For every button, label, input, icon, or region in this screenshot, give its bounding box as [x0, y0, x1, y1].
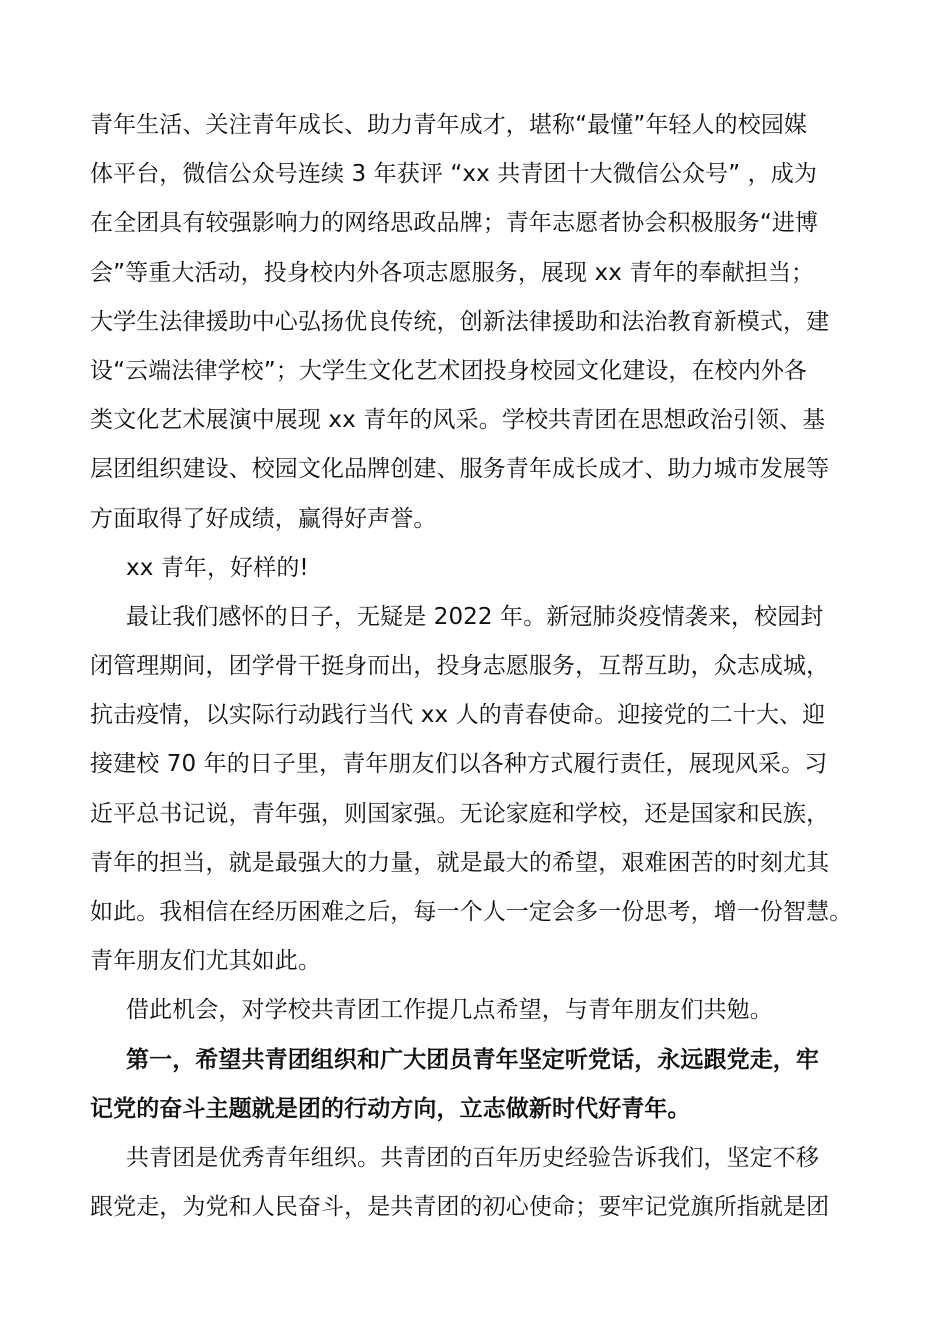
text-line: 层团组织建设、校园文化品牌创建、服务青年成长成才、助力城市发展等 — [90, 456, 830, 483]
text-line: 最让我们感怀的日子，无疑是 2022 年。新冠肺炎疫情袭来，校园封 — [126, 603, 824, 630]
document-body — [90, 101, 870, 1232]
text-line: 闭管理期间，团学骨干挺身而出，投身志愿服务，互帮互助，众志成城， — [90, 653, 830, 680]
text-line: 青年生活、关注青年成长、助力青年成才，堪称“最懂”年轻人的校园媒 — [90, 112, 808, 138]
text-line: 青年的担当，就是最强大的力量，就是最大的希望，艰难困苦的时刻尤其 — [90, 849, 830, 876]
text-line: 如此。我相信在经历困难之后，每一个人一定会多一份思考，增一份智慧。 — [90, 899, 853, 925]
text-line: 设“云端法律学校”；大学生文化艺术团投身校园文化建设，在校内外各 — [90, 357, 808, 384]
text-line: 青年朋友们尤其如此。 — [90, 948, 321, 975]
text-line: 共青团是优秀青年组织。共青团的百年历史经验告诉我们，坚定不移 — [126, 1144, 819, 1171]
text-line: 记党的奋斗主题就是团的行动方向，立志做新时代好青年。 — [90, 1095, 691, 1122]
text-line: xx 青年，好样的! — [126, 554, 309, 581]
text-line: 跟党走，为党和人民奋斗，是共青团的初心使命；要牢记党旗所指就是团 — [90, 1194, 830, 1221]
text-line: 方面取得了好成绩，赢得好声誉。 — [90, 505, 437, 532]
text-line: 大学生法律援助中心弘扬优良传统，创新法律援助和法治教育新模式，建 — [90, 308, 830, 335]
text-line: 会”等重大活动，投身校内外各项志愿服务，展现 xx 青年的奉献担当； — [90, 259, 815, 286]
text-line: 在全团具有较强影响力的网络思政品牌；青年志愿者协会积极服务“进博 — [90, 210, 819, 237]
text-line: 接建校 70 年的日子里，青年朋友们以各种方式履行责任，展现风采。习 — [90, 751, 828, 778]
text-line: 类文化艺术展演中展现 xx 青年的风采。学校共青团在思想政治引领、基 — [90, 407, 826, 434]
text-line: 体平台，微信公众号连续 3 年获评 “xx 共青团十大微信公众号” ，成为 — [90, 161, 817, 188]
text-line: 近平总书记说，青年强，则国家强。无论家庭和学校，还是国家和民族， — [90, 800, 830, 827]
text-line: 借此机会，对学校共青团工作提几点希望，与青年朋友们共勉。 — [126, 997, 773, 1024]
text-line: 第一，希望共青团组织和广大团员青年坚定听党话，永远跟党走，牢 — [126, 1046, 819, 1073]
text-line: 抗击疫情，以实际行动践行当代 xx 人的青春使命。迎接党的二十大、迎 — [90, 702, 826, 729]
